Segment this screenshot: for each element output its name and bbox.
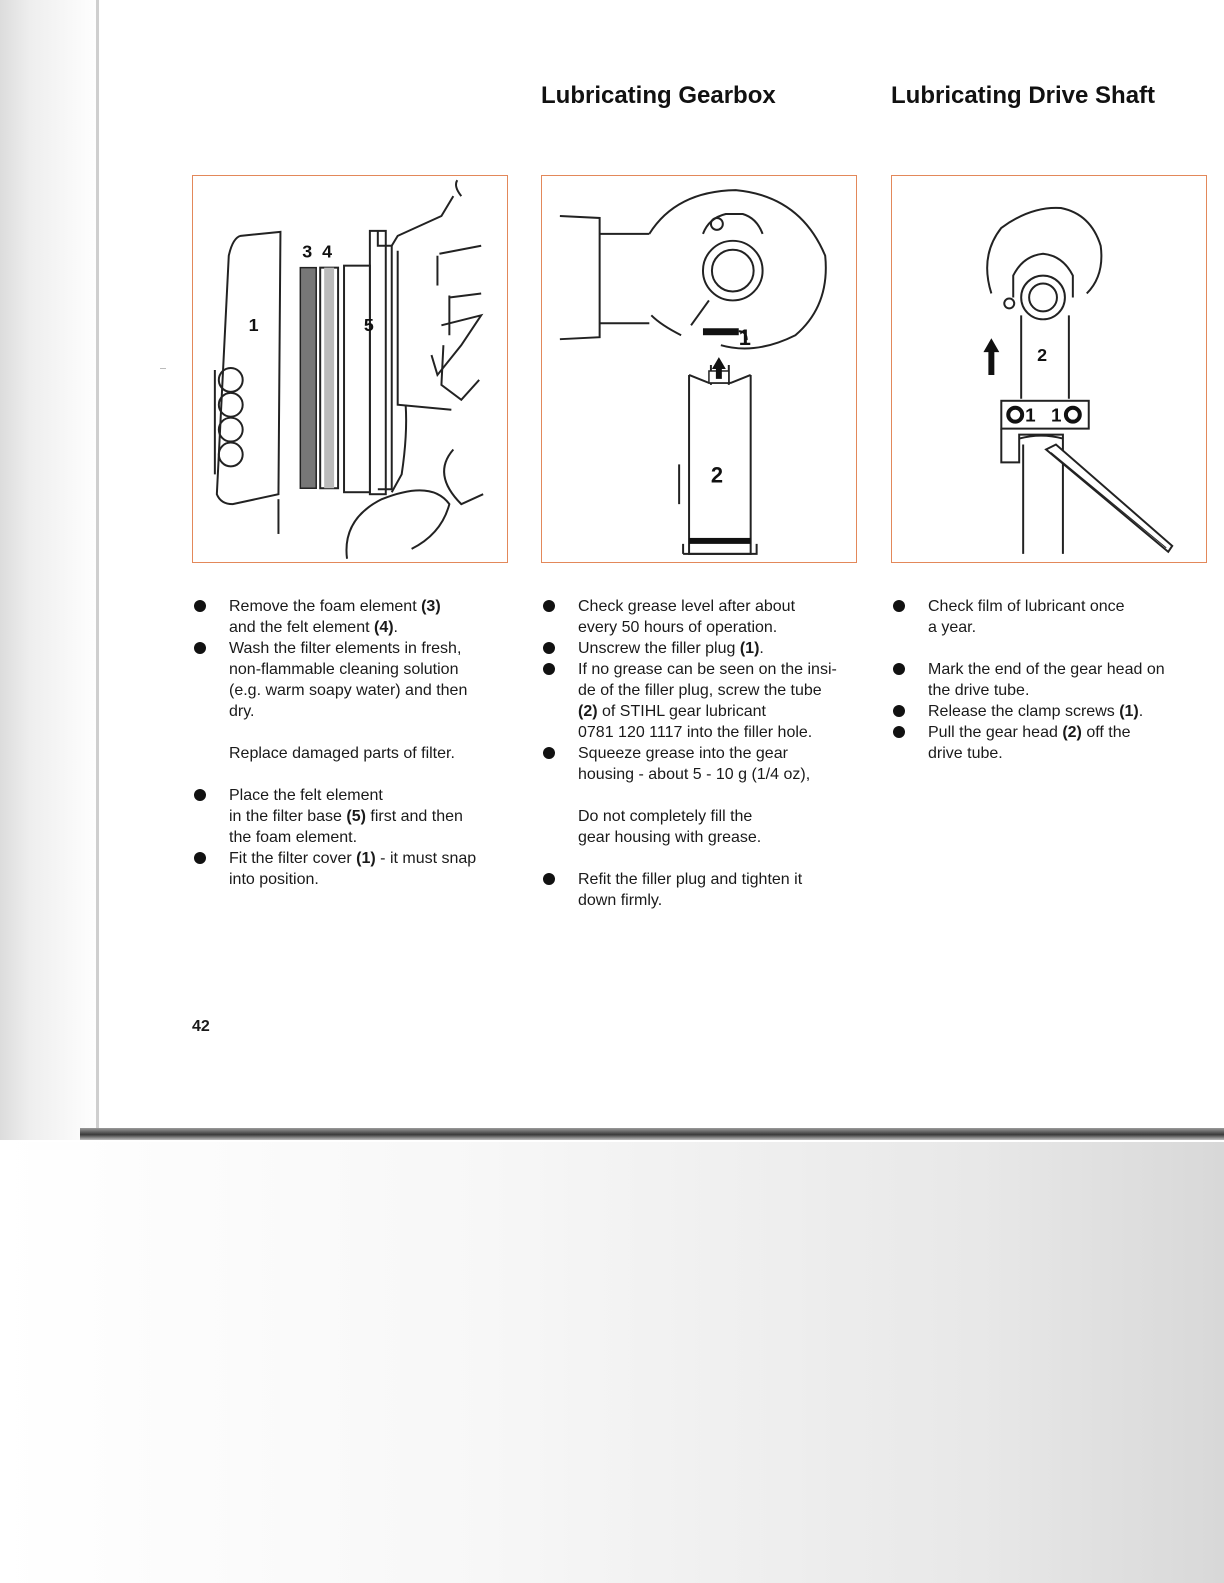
scan-mark (160, 368, 166, 369)
label-1: 1 (738, 325, 751, 351)
bullet-icon (893, 726, 905, 738)
bullet-icon (194, 789, 206, 801)
list-item: Place the felt element in the filter base (5) first and then the foam element. (192, 785, 492, 848)
list-item: Check grease level after about every 50 hours of operation. (541, 596, 841, 638)
gearbox-drawing (542, 176, 856, 562)
drive-shaft-illustration (891, 175, 1207, 563)
bullet-icon (893, 705, 905, 717)
bullet-icon (543, 873, 555, 885)
label-5: 5 (363, 315, 374, 336)
clamp-screw-label-1b: 1 (1050, 404, 1062, 426)
bullet-icon (893, 600, 905, 612)
list-item: Mark the end of the gear head on the drive tube. (891, 659, 1191, 701)
bullet-icon (194, 642, 206, 654)
bullet-icon (893, 663, 905, 675)
gearbox-illustration (541, 175, 857, 563)
list-item: Wash the filter elements in fresh, non-flammable cleaning solution (e.g. warm soapy water) and then dry. (192, 638, 492, 722)
scan-background (0, 1142, 1224, 1583)
heading-lubricating-gearbox: Lubricating Gearbox (541, 82, 776, 109)
gearbox-instructions (541, 596, 841, 911)
drive-shaft-drawing (892, 176, 1206, 562)
list-item: Unscrew the filler plug (1). (541, 638, 841, 659)
list-item: Pull the gear head (2) off the drive tube. (891, 722, 1191, 764)
page-number: 42 (192, 1018, 210, 1035)
list-item: Check film of lubricant once a year. (891, 596, 1191, 638)
list-item: Fit the filter cover (1) - it must snap into position. (192, 848, 492, 890)
page-shadow (0, 0, 100, 1140)
bullet-icon (543, 642, 555, 654)
label-2: 2 (1037, 345, 1048, 366)
bullet-icon (194, 600, 206, 612)
page-bottom-edge (80, 1128, 1224, 1140)
list-item: Release the clamp screws (1). (891, 701, 1191, 722)
note-text: Replace damaged parts of filter. (229, 745, 455, 762)
label-1: 1 (248, 315, 259, 336)
label-3: 3 (302, 241, 313, 262)
air-filter-drawing (193, 176, 507, 562)
bullet-icon (543, 663, 555, 675)
binding-line (96, 0, 99, 1135)
note-text: Do not completely fill the gear housing with grease. (578, 808, 762, 846)
air-filter-instructions (192, 596, 492, 890)
bullet-icon (543, 600, 555, 612)
clamp-screw-label-1a: 1 (1025, 404, 1036, 426)
label-4: 4 (322, 241, 333, 262)
air-filter-illustration (192, 175, 508, 563)
bullet-icon (194, 852, 206, 864)
list-item: Refit the filler plug and tighten it down firmly. (541, 869, 841, 911)
drive-shaft-instructions (891, 596, 1191, 764)
bullet-icon (543, 747, 555, 759)
list-item: If no grease can be seen on the insi- de of the filler plug, screw the tube (2) of STIHL gear lubricant 0781 120 1117 into the filler hole. (541, 659, 841, 743)
list-item: Remove the foam element (3) and the felt element (4). (192, 596, 492, 638)
heading-lubricating-drive-shaft: Lubricating Drive Shaft (891, 82, 1156, 109)
list-item: Squeeze grease into the gear housing - about 5 - 10 g (1/4 oz), (541, 743, 841, 785)
label-2: 2 (710, 462, 724, 488)
